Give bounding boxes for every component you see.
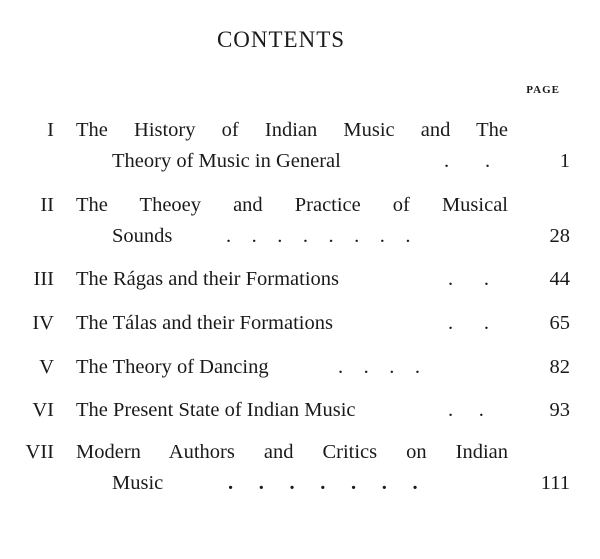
entry-title-line: The Present State of Indian Music [76,399,356,421]
page-number: 28 [549,225,570,247]
entry-title-line: The Tálas and their Formations [76,312,333,334]
entry-title-continuation [112,221,508,252]
page-number: 82 [549,356,570,378]
chapter-numeral: II [40,194,54,216]
chapter-numeral: VI [32,399,54,421]
dot-leader: . . [448,399,484,421]
dot-leader: . . [448,312,489,334]
page-column-heading: PAGE [526,84,560,96]
entry-title-row [76,395,508,426]
page-number: 1 [559,150,570,172]
page-number: 111 [540,472,570,494]
dot-leader: . . . . . . . . [226,225,411,247]
chapter-numeral: IV [32,312,54,334]
chapter-numeral: III [33,268,54,290]
entry-title-line: Modern Authors and Critics on Indian [76,441,508,463]
page-number: 44 [549,268,570,290]
entry-title-row [76,308,508,339]
entry-title-line: The Theory of Dancing [76,356,269,378]
entry-title-row [76,352,508,383]
page-number: 93 [549,399,570,421]
chapter-numeral: V [39,356,54,378]
chapter-numeral: I [47,119,54,141]
entry-title-line: Sounds [112,225,173,247]
dot-leader: . . . . . . . [228,472,418,494]
entry-title-line: The Theoey and Practice of Musical [76,194,508,216]
dot-leader: . . . . [338,356,420,378]
dot-leader: . . [448,268,489,290]
chapter-numeral: VII [25,441,54,463]
entry-title-continuation [112,468,508,499]
entry-title-line: The History of Indian Music and The [76,119,508,141]
entry-title-line: The Rágas and their Formations [76,268,340,290]
entry-title-line: Theory of Music in General [112,150,341,172]
contents-title: CONTENTS [216,27,346,52]
dot-leader: . . [444,150,491,172]
page-number: 65 [549,312,570,334]
entry-title-row [76,264,508,295]
entry-title-continuation [112,146,508,177]
entry-title-line: Music [112,472,164,494]
